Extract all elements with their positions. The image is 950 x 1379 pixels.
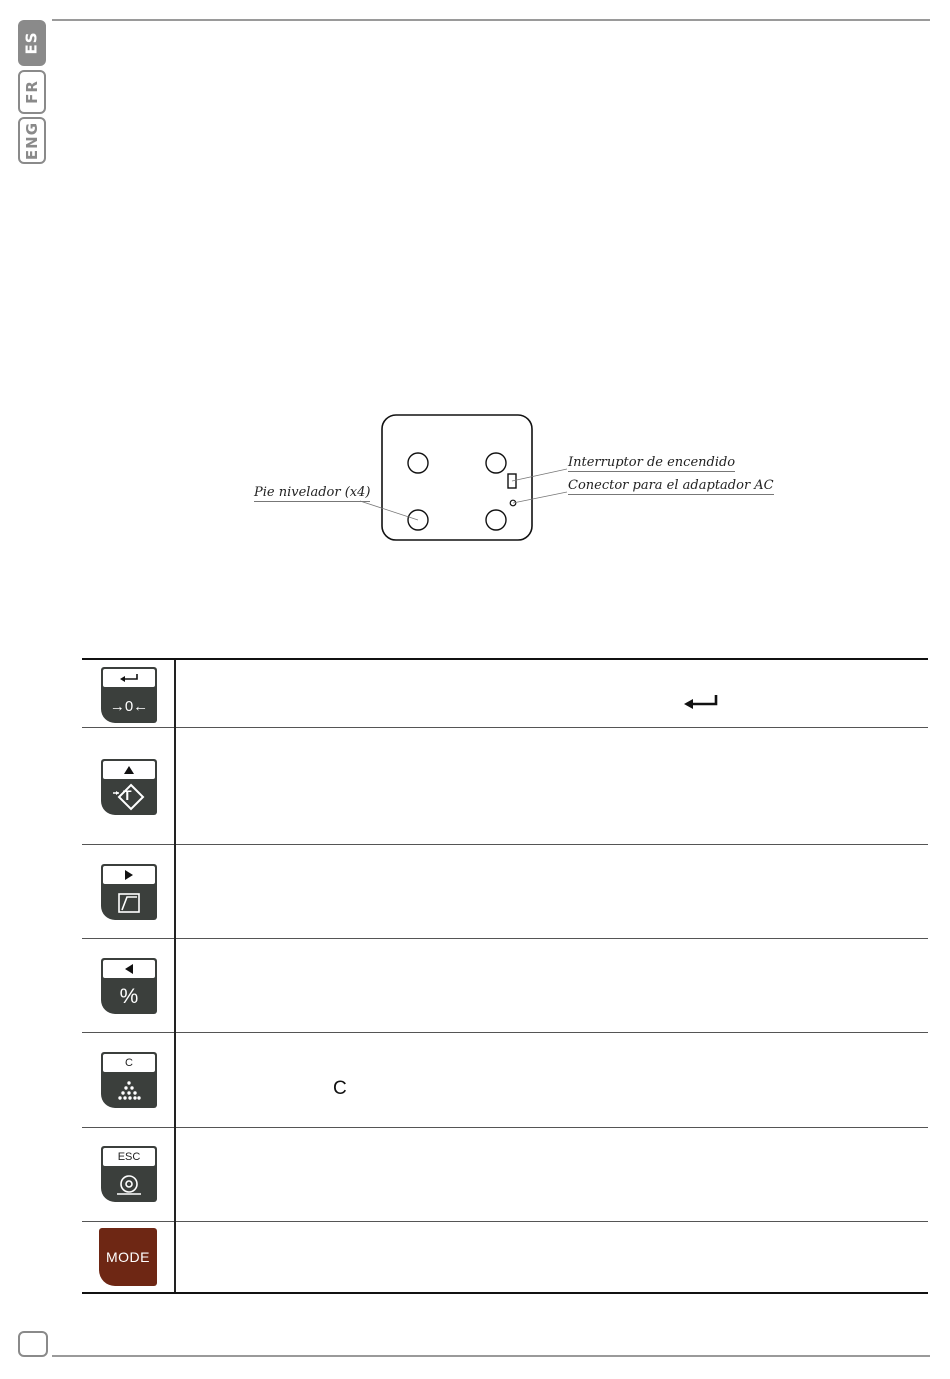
table-row-divider: [82, 1127, 928, 1128]
foot-bottom-right: [486, 510, 506, 530]
foot-top-left: [408, 453, 428, 473]
zero-icon: [101, 689, 157, 723]
scale-bottom-diagram: [240, 400, 800, 560]
leader-switch: [512, 469, 567, 481]
enter-arrow-icon: [103, 669, 155, 687]
table-row-divider: [82, 844, 928, 845]
label-ac-connector: Conector para el adaptador AC: [568, 478, 774, 493]
scale-body: [382, 415, 532, 540]
pieces-icon: [101, 1074, 157, 1108]
mode-key[interactable]: [99, 1228, 157, 1286]
table-top-rule: [82, 658, 928, 660]
zero-key[interactable]: [101, 667, 157, 723]
table-column-divider: [174, 660, 176, 1292]
lang-tab-fr-label: FR: [22, 80, 41, 104]
print-key[interactable]: [101, 864, 157, 920]
triangle-left-icon: [103, 960, 155, 978]
lang-tab-eng-label: ENG: [23, 121, 41, 160]
bottom-rule: [52, 1355, 930, 1357]
tare-icon: [101, 781, 157, 815]
percent-icon: [101, 980, 157, 1014]
lang-tab-es-label: ES: [23, 31, 41, 55]
page-number-box: [18, 1331, 48, 1357]
leader-connector: [513, 492, 567, 503]
table-row-divider: [82, 1221, 928, 1222]
table-row-divider: [82, 1032, 928, 1033]
lang-tab-es[interactable]: [18, 20, 46, 66]
tare-key[interactable]: [101, 759, 157, 815]
label-power-switch: Interruptor de encendido: [568, 455, 736, 470]
top-rule: [52, 19, 930, 21]
leader-feet: [360, 501, 418, 520]
zero-key-label: →0←: [109, 697, 149, 715]
enter-arrow-icon: [683, 694, 719, 715]
foot-top-right: [486, 453, 506, 473]
table-row-divider: [82, 938, 928, 939]
count-key[interactable]: [101, 1052, 157, 1108]
ramp-icon: [101, 886, 157, 920]
count-key-label: C: [125, 1057, 133, 1069]
mode-key-label: MODE: [106, 1249, 150, 1265]
lang-tab-fr[interactable]: [18, 70, 46, 114]
tare-key-label: T: [123, 787, 132, 803]
esc-key[interactable]: [101, 1146, 157, 1202]
triangle-up-icon: [103, 761, 155, 779]
roll-icon: [101, 1168, 157, 1202]
triangle-right-icon: [103, 866, 155, 884]
table-row-divider: [82, 727, 928, 728]
label-leveling-feet: Pie nivelador (x4): [254, 485, 371, 500]
esc-key-label: ESC: [117, 1151, 141, 1163]
table-bottom-rule: [82, 1292, 928, 1294]
lang-tab-eng[interactable]: [18, 117, 46, 164]
esc-key-top: [103, 1148, 155, 1166]
percent-key[interactable]: [101, 958, 157, 1014]
c-letter-symbol: C: [333, 1078, 347, 1099]
count-key-top: [103, 1054, 155, 1072]
percent-key-label: %: [119, 985, 139, 1008]
